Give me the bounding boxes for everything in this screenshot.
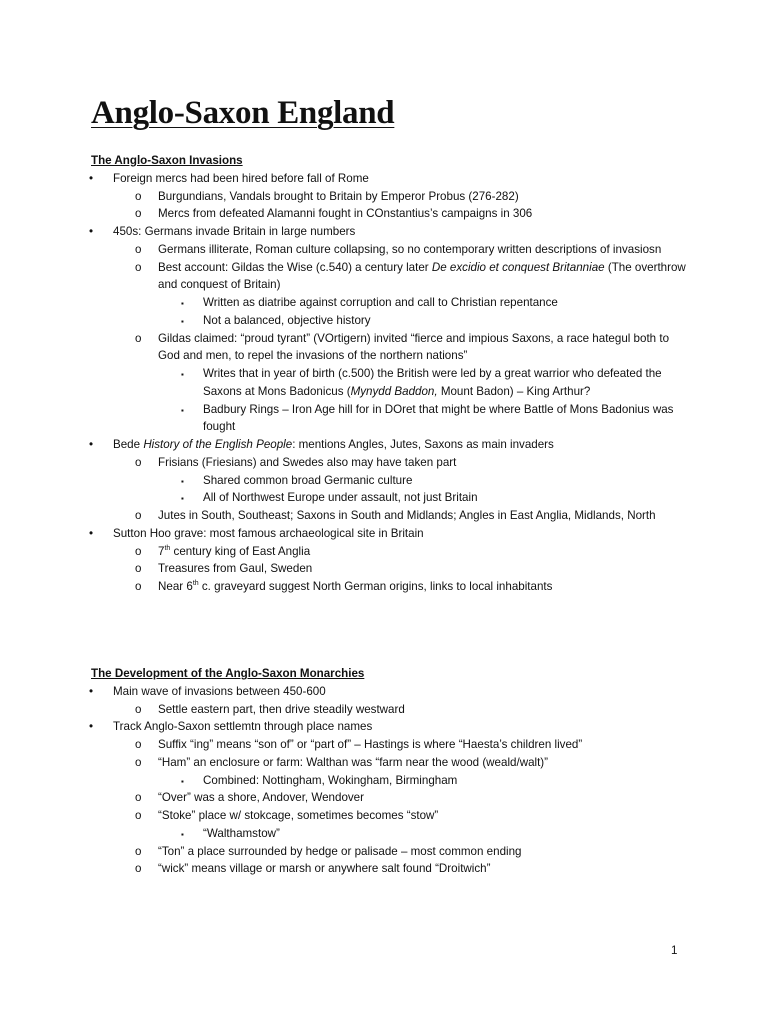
section-anglo-saxon-monarchies: [91, 665, 691, 878]
bullet-marker: •: [89, 526, 94, 540]
bullet-marker: o: [135, 809, 142, 822]
list-item-text: Badbury Rings – Iron Age hill for in DOret that might be where Battle of Mons Badonius was fought: [203, 402, 674, 434]
bullet-marker: o: [135, 260, 142, 274]
bullet-marker: o: [135, 702, 142, 716]
text-fragment: Writes that in year of birth (c.500) the British were led by a great warrior who defeated the Saxons at Mons Badonicus (: [203, 367, 662, 398]
list-item-text: Foreign mercs had been hired before fall of Rome: [113, 171, 369, 185]
italic-title: De excidio et conquest Britanniae: [431, 260, 605, 274]
list-item: [91, 683, 691, 701]
bullet-marker: ▪: [181, 299, 184, 308]
bullet-marker: o: [135, 562, 142, 576]
bullet-marker: ▪: [181, 476, 184, 486]
text-fragment: Bede: [113, 438, 144, 451]
list-item: [91, 754, 691, 772]
list-item-text: “Over” was a shore, Andover, Wendover: [158, 791, 364, 805]
list-item-text: [113, 436, 691, 454]
list-item-text: Gildas claimed: “proud tyrant” (VOrtigern) invited “fierce and impious Saxons, a race hategul both to God and men, to repel the invasions of the northern nations”: [158, 331, 670, 363]
list-item: [91, 789, 691, 807]
list-item-text: [158, 543, 691, 561]
list-item: [91, 807, 691, 825]
bullet-list: [91, 683, 691, 878]
ordinal-suffix: th: [164, 544, 171, 552]
list-item-text: Combined: Nottingham, Wokingham, Birmingham: [203, 773, 458, 787]
italic-title: History of the English People: [143, 438, 293, 451]
list-item: [91, 223, 691, 241]
italic-title: Mynydd Baddon,: [350, 384, 438, 398]
list-item-text: “Ton” a place surrounded by hedge or palisade – most common ending: [158, 844, 522, 858]
list-item: [91, 205, 691, 223]
bullet-marker: o: [135, 755, 142, 769]
text-fragment: Near 6: [158, 580, 193, 593]
page-number: 1: [671, 944, 678, 957]
list-item-text: Settle eastern part, then drive steadily westward: [158, 702, 405, 716]
bullet-marker: ▪: [181, 370, 184, 379]
text-fragment: : mentions Angles, Jutes, Saxons as main invaders: [292, 438, 554, 451]
bullet-marker: ▪: [181, 776, 184, 786]
bullet-marker: o: [135, 844, 142, 858]
list-item-text: Not a balanced, objective history: [203, 313, 371, 327]
list-item: [91, 525, 691, 543]
bullet-marker: •: [89, 225, 94, 238]
bullet-marker: •: [89, 684, 94, 698]
list-item: [91, 294, 691, 312]
bullet-marker: o: [135, 791, 142, 805]
list-item: [91, 736, 691, 754]
list-item: [91, 543, 691, 561]
list-item: [91, 718, 691, 736]
list-item-text: Burgundians, Vandals brought to Britain by Emperor Probus (276-282): [158, 189, 519, 203]
bullet-marker: ▪: [181, 405, 184, 415]
list-item-text: 450s: Germans invade Britain in large numbers: [113, 225, 356, 238]
bullet-marker: o: [135, 544, 142, 558]
list-item-text: [158, 578, 691, 596]
list-item: [91, 489, 691, 507]
list-item-text: Track Anglo-Saxon settlemtn through place names: [113, 720, 373, 734]
text-fragment: century king of East Anglia: [170, 544, 311, 558]
list-item: [91, 188, 691, 206]
list-item-text: Frisians (Friesians) and Swedes also may have taken part: [158, 455, 457, 469]
list-item: [91, 772, 691, 790]
section-heading: The Development of the Anglo-Saxon Monarchies: [91, 667, 365, 680]
text-fragment: Best account: Gildas the Wise (c.540) a century later: [158, 260, 432, 274]
list-item: [91, 701, 691, 719]
list-item-text: Germans illiterate, Roman culture collapsing, so no contemporary written descriptions of invasiosn: [158, 242, 662, 256]
list-item-text: Sutton Hoo grave: most famous archaeological site in Britain: [113, 526, 424, 540]
list-item-text: [203, 365, 691, 401]
list-item: [91, 507, 691, 525]
bullet-marker: •: [89, 171, 94, 185]
bullet-marker: o: [135, 509, 142, 522]
text-fragment: c. graveyard suggest North German origins, links to local inhabitants: [198, 580, 553, 593]
list-item-text: Written as diatribe against corruption and call to Christian repentance: [203, 296, 558, 309]
bullet-marker: o: [135, 242, 142, 256]
list-item-text: “wick” means village or marsh or anywhere salt found “Droitwich”: [158, 862, 491, 876]
list-item-text: “Stoke” place w/ stokcage, sometimes becomes “stow”: [158, 809, 439, 822]
ordinal-suffix: th: [192, 580, 199, 588]
list-item: [91, 472, 691, 490]
bullet-marker: ▪: [181, 829, 184, 839]
list-item: [91, 560, 691, 578]
list-item-text: “Ham” an enclosure or farm: Walthan was “farm near the wood (weald/walt)”: [158, 755, 549, 769]
bullet-marker: •: [89, 720, 94, 734]
list-item: [91, 454, 691, 472]
list-item: [91, 170, 691, 188]
bullet-marker: o: [135, 862, 142, 876]
list-item-text: Suffix “ing” means “son of” or “part of” – Hastings is where “Haesta’s children lived”: [158, 738, 583, 751]
list-item: [91, 365, 691, 401]
bullet-marker: o: [135, 189, 142, 203]
list-item-text: All of Northwest Europe under assault, not just Britain: [203, 491, 478, 505]
list-item: [91, 578, 691, 596]
list-item: [91, 401, 691, 437]
list-item: [91, 860, 691, 878]
list-item-text: Shared common broad Germanic culture: [203, 473, 413, 487]
list-item: [91, 825, 691, 843]
list-item: [91, 259, 691, 295]
text-fragment: 7: [158, 544, 165, 558]
bullet-marker: o: [135, 580, 142, 593]
bullet-list: [91, 170, 691, 596]
text-fragment: Mount Badon) – King Arthur?: [437, 384, 591, 398]
list-item-text: Treasures from Gaul, Sweden: [158, 562, 313, 576]
bullet-marker: o: [135, 207, 142, 221]
list-item: [91, 330, 691, 366]
bullet-marker: o: [135, 738, 142, 751]
section-anglo-saxon-invasions: [91, 152, 691, 596]
list-item-text: Mercs from defeated Alamanni fought in COnstantius’s campaigns in 306: [158, 207, 533, 221]
page-title: Anglo-Saxon England: [91, 95, 395, 131]
bullet-marker: •: [89, 438, 94, 451]
bullet-marker: o: [135, 331, 142, 345]
list-item: [91, 312, 691, 330]
section-heading: The Anglo-Saxon Invasions: [91, 154, 243, 167]
bullet-marker: ▪: [181, 494, 184, 504]
bullet-marker: o: [135, 455, 142, 469]
text-fragment: (The overthrow and conquest of Britain): [158, 260, 686, 292]
list-item-text: Jutes in South, Southeast; Saxons in South and Midlands; Angles in East Anglia, Midlands, North: [158, 509, 656, 522]
list-item-text: Main wave of invasions between 450-600: [113, 684, 326, 698]
list-item: [91, 241, 691, 259]
bullet-marker: ▪: [181, 316, 184, 326]
list-item: [91, 843, 691, 861]
list-item-text: [158, 259, 691, 295]
list-item: [91, 436, 691, 454]
list-item-text: “Walthamstow”: [203, 826, 280, 840]
